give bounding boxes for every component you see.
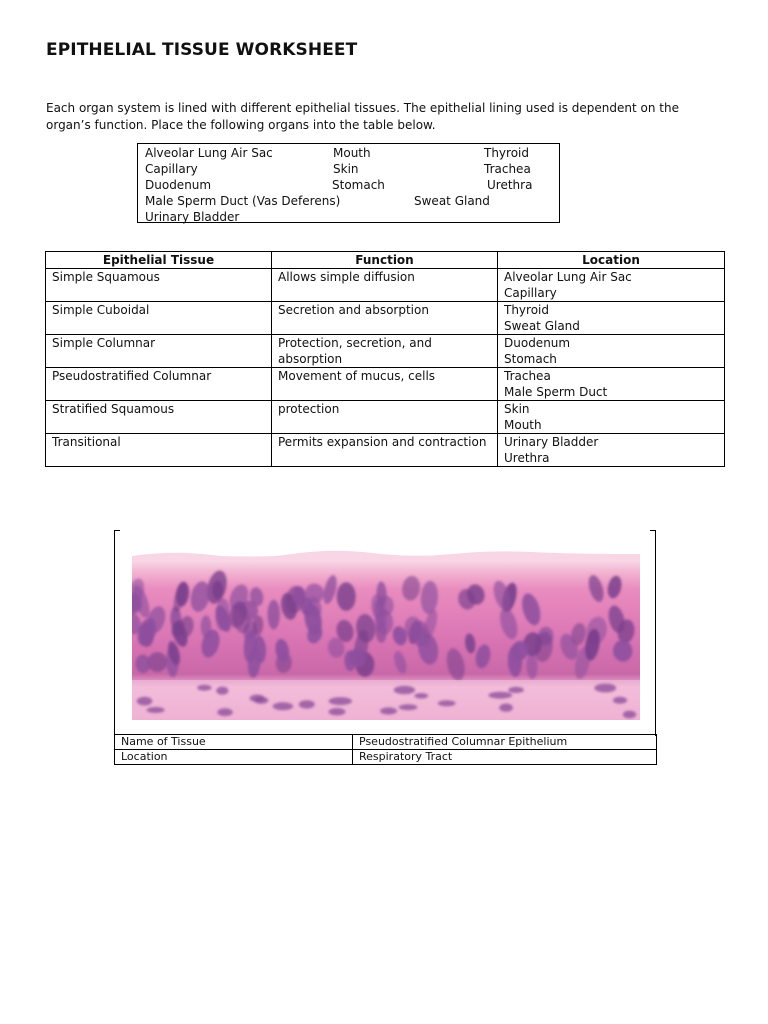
function-cell	[272, 302, 498, 335]
tissue-cell-text: Transitional	[52, 435, 121, 449]
location-cell	[498, 335, 725, 368]
intro-line: Each organ system is lined with different epithelial tissues. The epithelial lining used is dependent on the	[46, 101, 679, 115]
tissue-cell	[46, 434, 272, 467]
organ-item: Trachea	[484, 162, 531, 176]
epithelial-tissue-table	[45, 251, 725, 467]
table-row	[115, 750, 657, 765]
location-cell-text: Urethra	[504, 451, 550, 465]
tissue-cell	[46, 368, 272, 401]
tissue-cell-text: Stratified Squamous	[52, 402, 175, 416]
location-cell	[498, 368, 725, 401]
table-header-row	[46, 252, 725, 269]
table-row	[46, 302, 725, 335]
location-cell-text: Thyroid	[504, 303, 549, 317]
location-cell-text: Sweat Gland	[504, 319, 580, 333]
organ-item: Stomach	[332, 178, 385, 192]
intro-line: organ’s function. Place the following organs into the table below.	[46, 118, 436, 132]
page-title: EPITHELIAL TISSUE WORKSHEET	[46, 40, 358, 60]
column-header-location: Location	[498, 252, 725, 269]
id-label: Name of Tissue	[115, 735, 353, 750]
location-cell	[498, 401, 725, 434]
tissue-cell	[46, 302, 272, 335]
tissue-cell	[46, 335, 272, 368]
tissue-cell-text: Pseudostratified Columnar	[52, 369, 212, 383]
tissue-cell	[46, 269, 272, 302]
organ-item: Urethra	[487, 178, 533, 192]
tissue-cell-text: Simple Columnar	[52, 336, 156, 350]
organ-item: Mouth	[333, 146, 371, 160]
tissue-identification-table	[114, 734, 657, 765]
organ-item: Urinary Bladder	[145, 210, 240, 224]
location-cell	[498, 269, 725, 302]
function-cell	[272, 368, 498, 401]
location-cell-text: Capillary	[504, 286, 557, 300]
function-cell	[272, 434, 498, 467]
table-row	[46, 401, 725, 434]
organ-item: Alveolar Lung Air Sac	[145, 146, 273, 160]
tissue-cell-text: Simple Cuboidal	[52, 303, 150, 317]
location-cell	[498, 434, 725, 467]
organ-item: Sweat Gland	[414, 194, 490, 208]
organ-item: Male Sperm Duct (Vas Deferens)	[145, 194, 341, 208]
organ-word-bank	[137, 143, 560, 223]
id-label: Location	[115, 750, 353, 765]
table-row	[115, 735, 657, 750]
organ-item: Thyroid	[484, 146, 529, 160]
function-cell-text: Permits expansion and contraction	[278, 435, 487, 449]
id-value: Pseudostratified Columnar Epithelium	[353, 735, 657, 750]
function-cell-text: Secretion and absorption	[278, 303, 429, 317]
function-cell-text: absorption	[278, 352, 343, 366]
micrograph-figure	[114, 530, 656, 736]
function-cell	[272, 401, 498, 434]
table-row	[46, 335, 725, 368]
tissue-cell	[46, 401, 272, 434]
location-cell-text: Stomach	[504, 352, 557, 366]
location-cell-text: Trachea	[504, 369, 551, 383]
organ-item: Skin	[333, 162, 359, 176]
function-cell	[272, 269, 498, 302]
function-cell-text: protection	[278, 402, 340, 416]
organ-item: Capillary	[145, 162, 198, 176]
location-cell-text: Duodenum	[504, 336, 571, 350]
table-row	[46, 269, 725, 302]
function-cell-text: Allows simple diffusion	[278, 270, 415, 284]
micrograph-image	[132, 542, 640, 720]
table-row	[46, 434, 725, 467]
location-cell-text: Male Sperm Duct	[504, 385, 608, 399]
location-cell-text: Urinary Bladder	[504, 435, 599, 449]
table-row	[46, 368, 725, 401]
location-cell	[498, 302, 725, 335]
id-value: Respiratory Tract	[353, 750, 657, 765]
location-cell-text: Skin	[504, 402, 530, 416]
tissue-cell-text: Simple Squamous	[52, 270, 160, 284]
column-header-function: Function	[272, 252, 498, 269]
function-cell-text: Protection, secretion, and	[278, 336, 432, 350]
intro-paragraph	[46, 100, 726, 134]
function-cell-text: Movement of mucus, cells	[278, 369, 436, 383]
function-cell	[272, 335, 498, 368]
organ-item: Duodenum	[145, 178, 212, 192]
location-cell-text: Mouth	[504, 418, 542, 432]
column-header-tissue: Epithelial Tissue	[46, 252, 272, 269]
location-cell-text: Alveolar Lung Air Sac	[504, 270, 632, 284]
